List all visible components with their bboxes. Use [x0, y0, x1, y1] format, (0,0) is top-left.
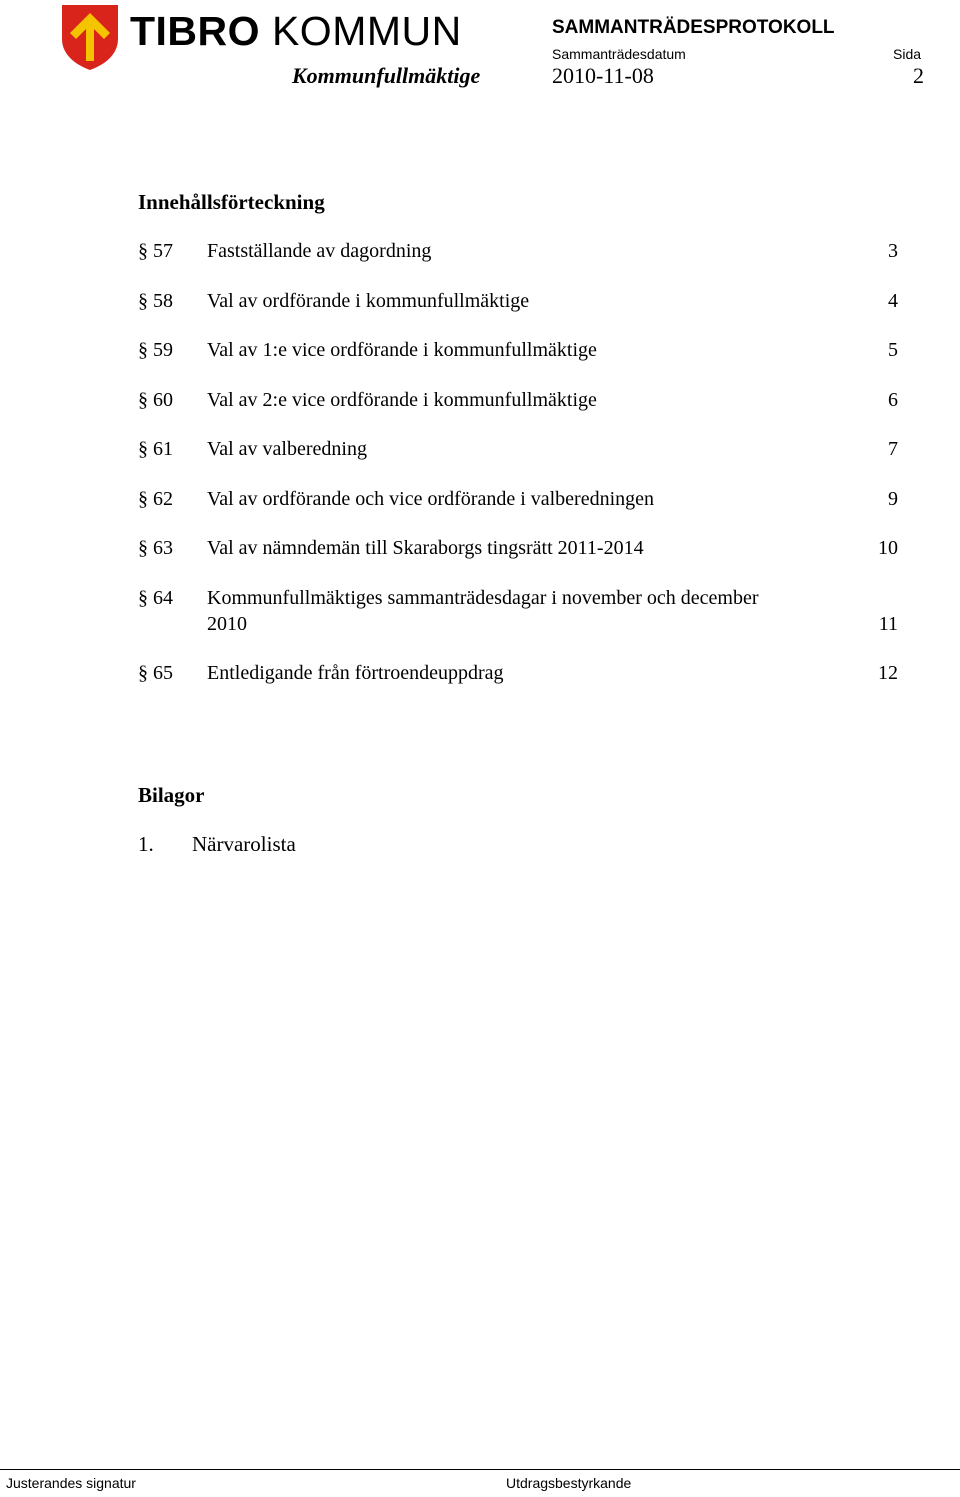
toc-item-title: Val av ordförande i kommunfullmäktige [207, 289, 530, 312]
wordmark-light: KOMMUN [271, 8, 462, 54]
toc-page-number: 10 [878, 537, 898, 559]
document-type: SAMMANTRÄDESPROTOKOLL [552, 17, 835, 38]
toc-item-title: Val av ordförande och vice ordförande i valberedningen [207, 487, 655, 510]
toc-item-title: Val av nämndemän till Skaraborgs tingsrätt 2011-2014 [207, 537, 644, 559]
extract-certification-label: Utdragsbestyrkande [506, 1475, 632, 1491]
body-name: Kommunfullmäktige [292, 63, 481, 88]
signature-label: Justerandes signatur [6, 1475, 136, 1491]
toc-page-number: 6 [888, 388, 898, 411]
toc-page-number: 11 [878, 612, 898, 635]
toc-item [138, 585, 900, 637]
toc-item [138, 486, 900, 512]
toc-list [138, 238, 900, 710]
toc-item [138, 387, 900, 413]
toc-page-number: 3 [888, 240, 898, 262]
toc-item [138, 535, 900, 561]
toc-item-title: Val av valberedning [207, 438, 367, 460]
municipality-wordmark [130, 8, 462, 54]
toc-page-number: 7 [888, 438, 898, 460]
toc-item [138, 660, 900, 686]
attachment-item [138, 832, 296, 857]
toc-item-title: Val av 2:e vice ordförande i kommunfullmäktige [207, 388, 597, 411]
coat-of-arms-icon [60, 3, 120, 71]
toc-item-title: Entledigande från förtroendeuppdrag [207, 662, 504, 684]
toc-item-title: Kommunfullmäktiges sammanträdesdagar i november och december 2010 [207, 586, 759, 635]
toc-section-number: § 59 [138, 339, 173, 361]
toc-section-number: § 58 [138, 289, 173, 312]
toc-page-number: 9 [888, 487, 898, 510]
toc-section-number: § 57 [138, 240, 173, 262]
toc-section-number: § 60 [138, 388, 173, 411]
attachments-title: Bilagor [138, 783, 205, 807]
meeting-date: 2010-11-08 [552, 63, 654, 88]
toc-section-number: § 63 [138, 537, 173, 559]
toc-item [138, 288, 900, 314]
toc-item-title: Fastställande av dagordning [207, 240, 432, 262]
toc-item [138, 337, 900, 363]
footer-divider [0, 1469, 960, 1470]
attachment-label: Närvarolista [192, 832, 296, 856]
municipality-logo [60, 3, 500, 71]
page-label: Sida [893, 46, 922, 62]
toc-section-number: § 65 [138, 662, 173, 684]
toc-page-number: 12 [878, 662, 898, 684]
attachment-number: 1. [138, 832, 154, 856]
toc-page-number: 5 [888, 339, 898, 361]
toc-page-number: 4 [888, 289, 898, 312]
toc-item [138, 436, 900, 462]
toc-section-number: § 64 [138, 586, 173, 609]
toc-item [138, 238, 900, 264]
toc-item-title: Val av 1:e vice ordförande i kommunfullmäktige [207, 339, 597, 361]
wordmark-bold: TIBRO [130, 8, 261, 54]
toc-title: Innehållsförteckning [138, 190, 325, 214]
page-number: 2 [913, 63, 924, 88]
meeting-date-label: Sammanträdesdatum [552, 46, 686, 62]
toc-section-number: § 62 [138, 487, 173, 510]
toc-section-number: § 61 [138, 438, 173, 460]
